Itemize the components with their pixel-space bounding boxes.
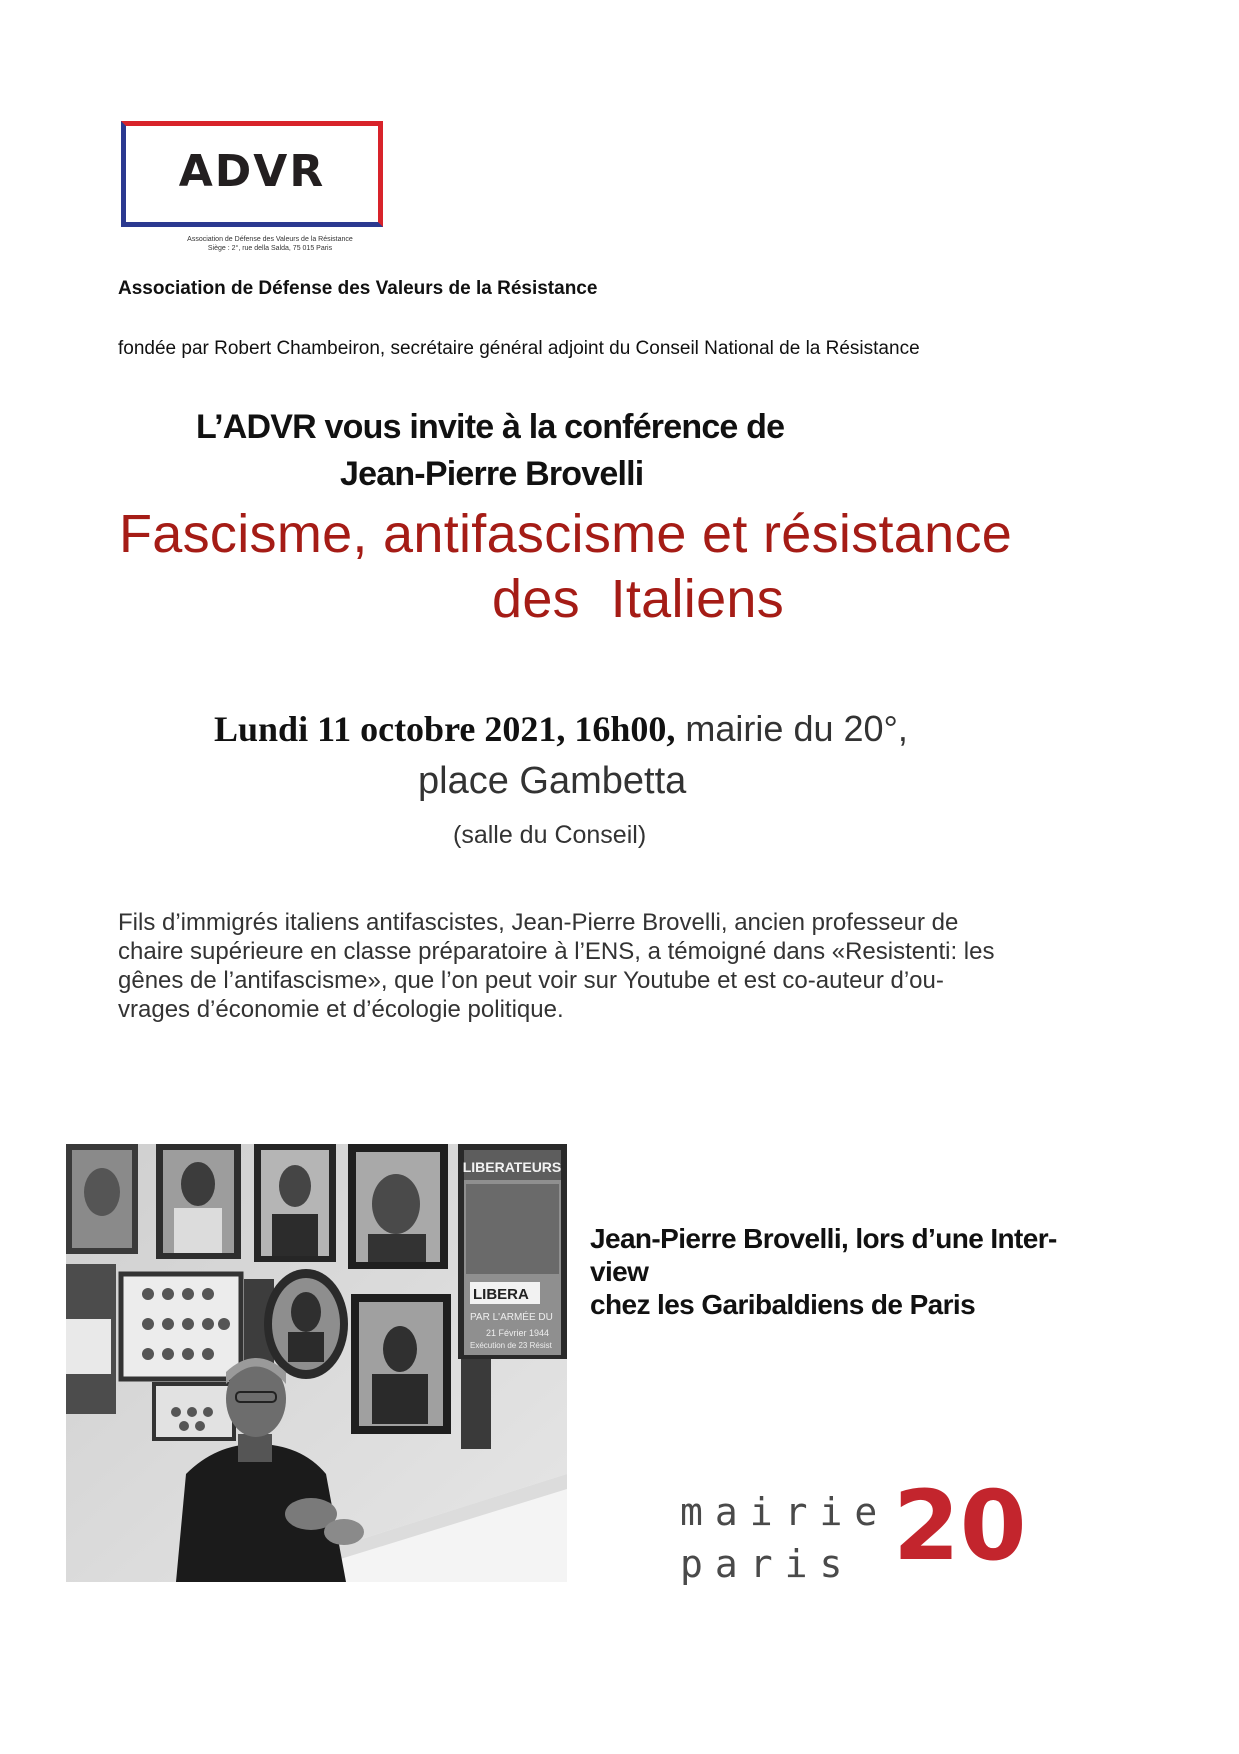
event-date-line: [214, 708, 908, 750]
poster-text-3: PAR L'ARMÉE DU: [470, 1312, 553, 1323]
bio-line: chaire supérieure en classe préparatoire à l’ENS, a témoigné dans «Resistenti: les: [118, 938, 995, 965]
poster-text-1: LIBERATEURS: [462, 1159, 562, 1175]
event-date-time: Lundi 11 octobre 2021, 16h00,: [214, 709, 676, 749]
bio-line: gênes de l’antifascisme», que l’on peut voir sur Youtube et est co-auteur d’ou-: [118, 967, 944, 994]
founded-by-text: fondée par Robert Chambeiron, secrétaire général adjoint du Conseil National de la Résistance: [118, 338, 920, 359]
advr-logo-caption: [140, 235, 400, 253]
mairie-logo-word-paris: paris: [680, 1542, 855, 1586]
caption-line-2: view: [590, 1256, 649, 1287]
speaker-photo: [66, 1144, 567, 1582]
photo-caption: [590, 1222, 1110, 1321]
bio-line: vrages d’économie et d’écologie politique.: [118, 996, 564, 1023]
logo-caption-line1: Association de Défense des Valeurs de la Résistance: [187, 236, 353, 243]
speaker-photo-illustration: [66, 1144, 567, 1582]
invite-line-1: L’ADVR vous invite à la conférence de: [196, 408, 785, 446]
event-place: place Gambetta: [418, 760, 687, 802]
logo-caption-line2: Siège : 2°, rue della Salda, 75 015 Paris: [207, 245, 333, 252]
advr-logo-text: ADVR: [178, 146, 326, 197]
speaker-bio: [118, 908, 1078, 1024]
conference-title-line-2: des Italiens: [492, 569, 785, 629]
poster-text-4: 21 Février 1944: [486, 1328, 550, 1338]
event-room: (salle du Conseil): [453, 821, 647, 849]
poster-text-2: LIBERA: [473, 1286, 529, 1303]
bio-line: Fils d’immigrés italiens antifascistes, Jean-Pierre Brovelli, ancien professeur de: [118, 909, 959, 936]
invite-line-2: Jean-Pierre Brovelli: [340, 455, 644, 493]
caption-line-3: chez les Garibaldiens de Paris: [590, 1289, 976, 1320]
caption-line-1: Jean-Pierre Brovelli, lors d’une Inter-: [590, 1223, 1057, 1254]
organization-name: Association de Défense des Valeurs de la Résistance: [118, 278, 598, 299]
mairie-logo-word-mairie: mairie: [680, 1490, 890, 1534]
conference-title-line-1: Fascisme, antifascisme et résistance: [119, 504, 1013, 564]
event-venue: mairie du 20°,: [675, 708, 908, 749]
advr-logo: [121, 121, 383, 227]
poster-text-5: Exécution de 23 Résist: [470, 1341, 552, 1350]
mairie-logo-number: 20: [893, 1470, 1027, 1582]
